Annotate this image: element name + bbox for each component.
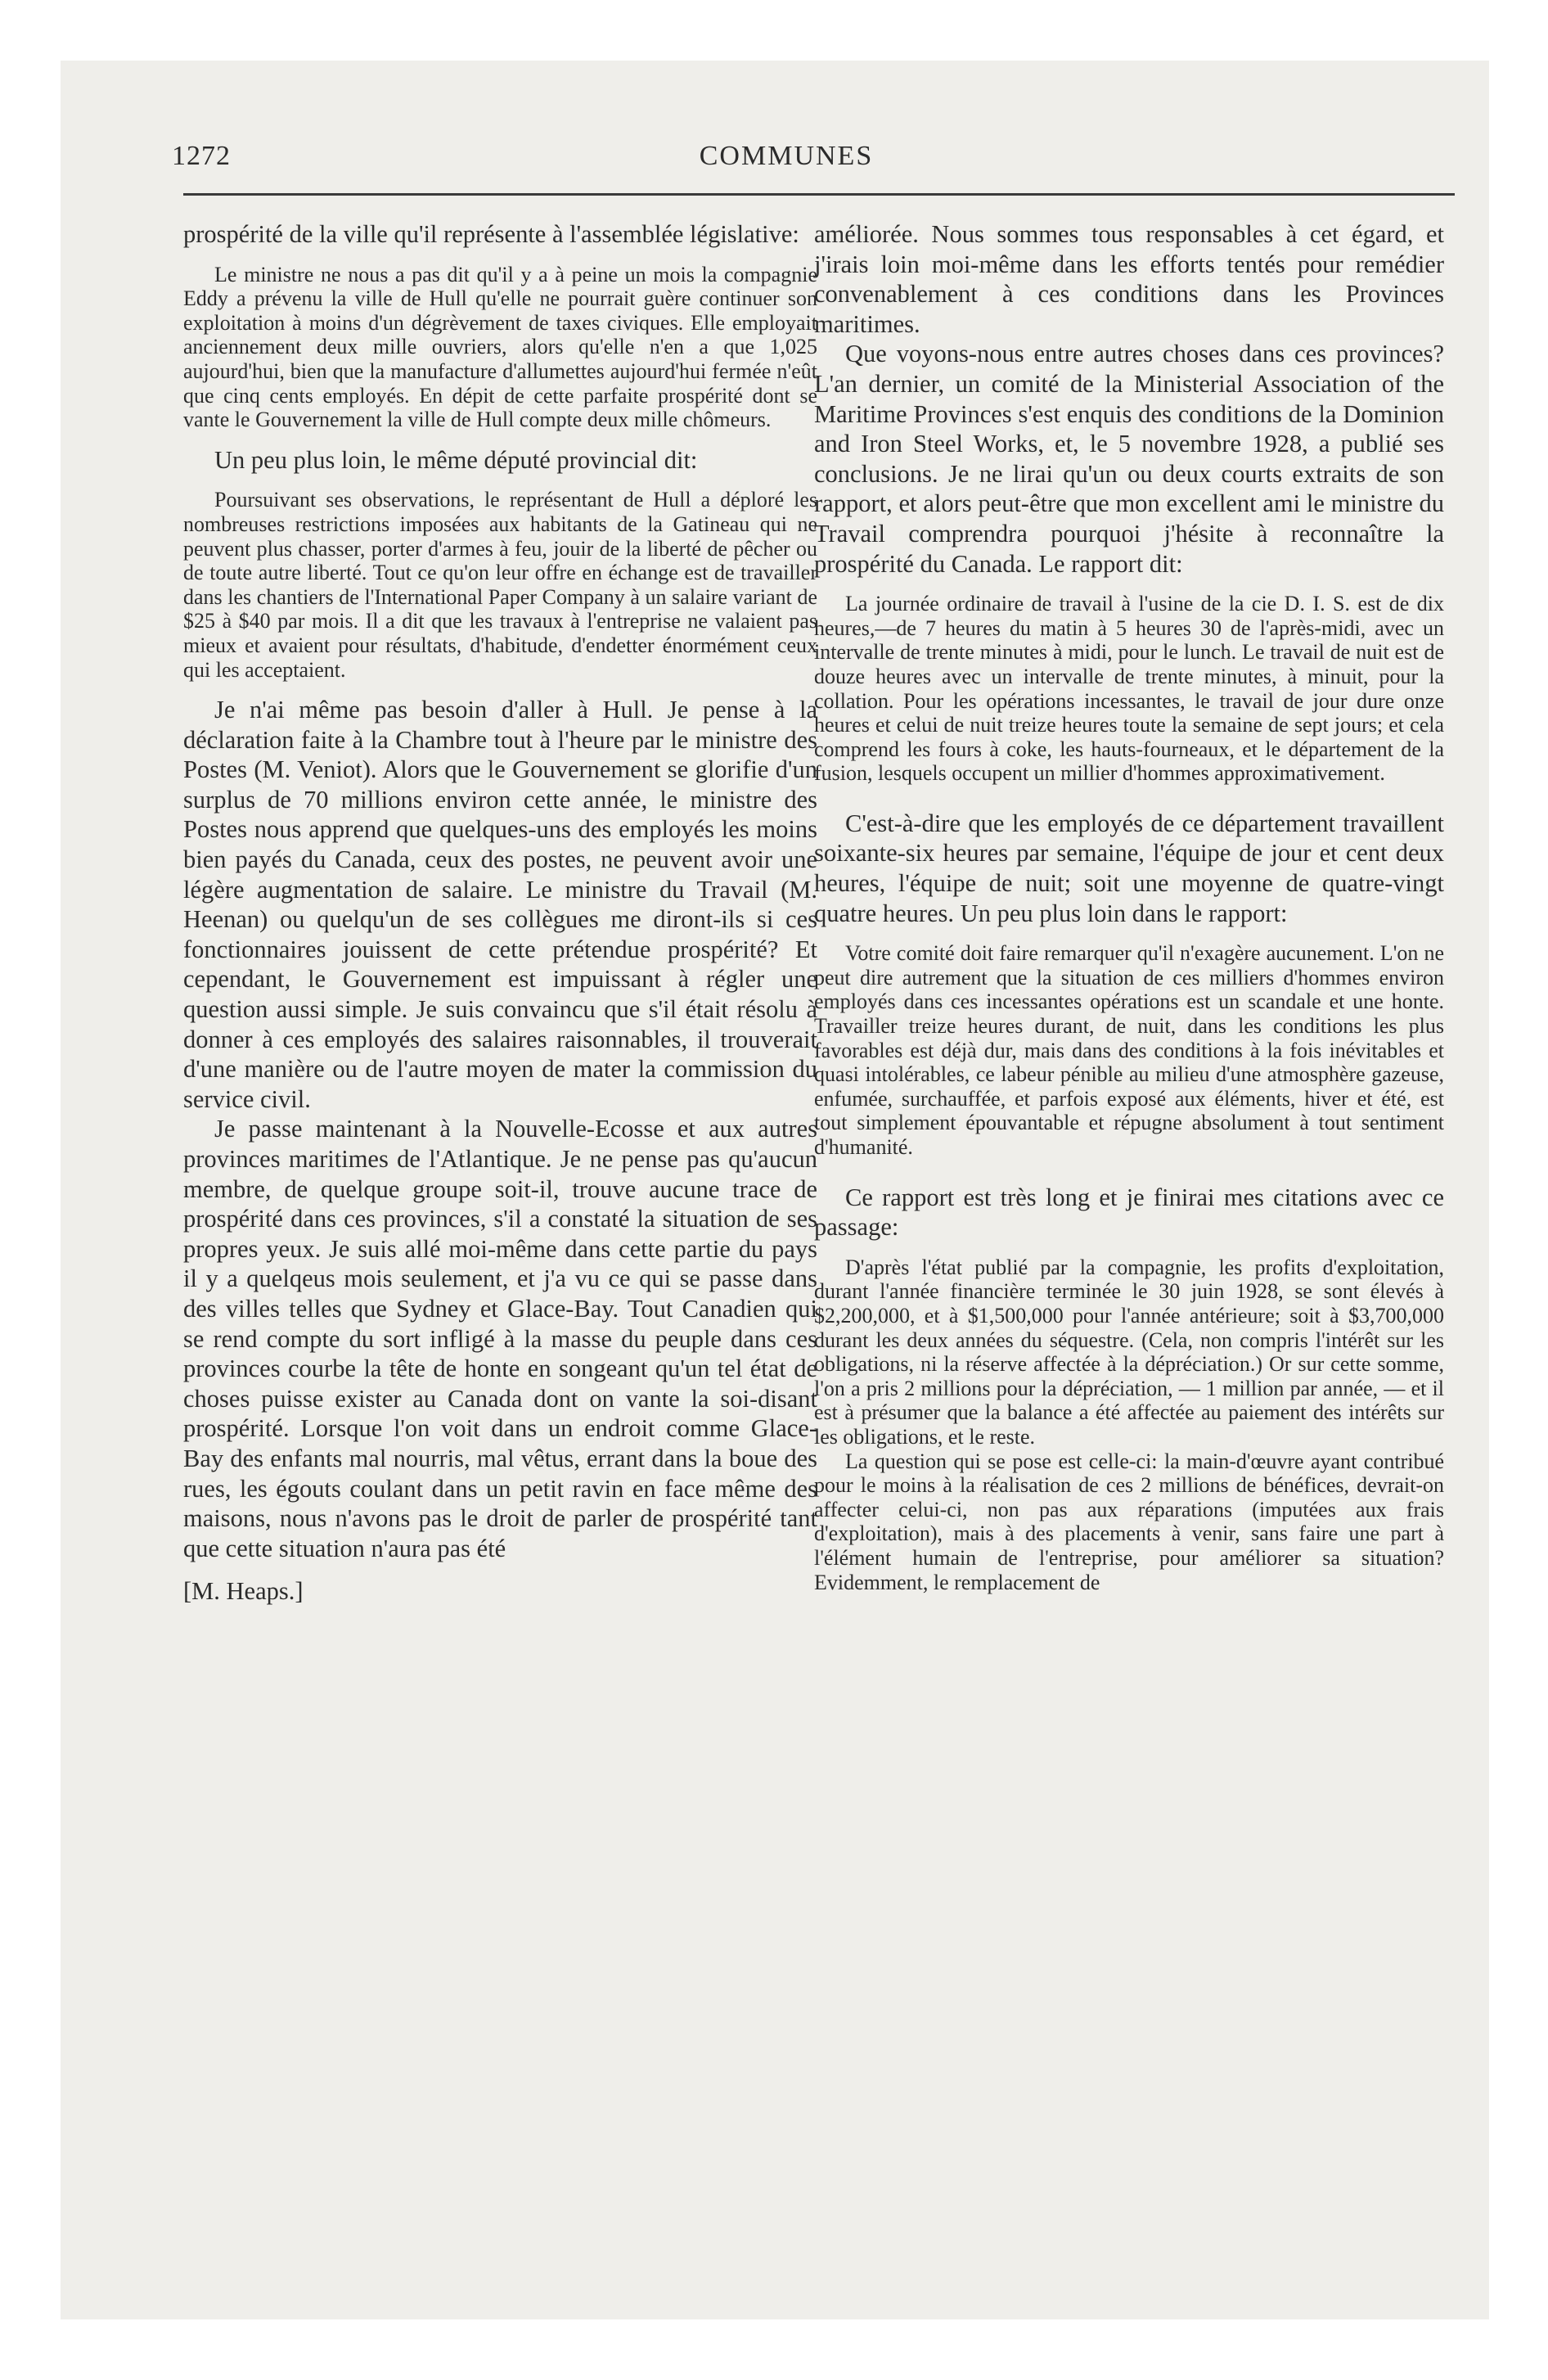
paragraph: Que voyons-nous entre autres choses dans ces provinces? L'an dernier, un comité de la Ministerial Association of the Maritime Provinces s'est enquis des conditions de la Dominion and Iron Steel Works, et, le 5 novembre 1928, a publié ses conclusions. Je ne lirai qu'un ou deux courts extraits de son rapport, et alors peut-être que mon excellent ami le ministre du Travail comprendra pourquoi j'hésite à reconnaître la prospérité du Canada. Le rapport dit: [814,340,1444,578]
paragraph: Je passe maintenant à la Nouvelle-Ecosse et aux autres provinces maritimes de l'Atlantique. Je ne pense pas qu'aucun membre, de quelque groupe soit-il, trouve aucune trace de prospérité dans ces provinces, s'il a constaté la situation de ses propres yeux. Je suis allé moi-même dans cette partie du pays il y a quelqeus mois seulement, et j'a vu ce qui se passe dans des villes telles que Sydney et Glace-Bay. Tout Canadien qui se rend compte du sort infligé à la masse du peuple dans ces provinces courbe la tête de honte en songeant qu'un tel état de choses puisse exister au Canada dont on vante la soi-disant prospérité. Lorsque l'on voit dans un endroit comme Glace-Bay des enfants mal nourris, mal vêtus, errant dans la boue des rues, les égouts coulant dans un petit ravin en face même des maisons, nous n'avons pas le droit de parler de prospérité tant que cette situation n'aura pas été [183,1115,817,1562]
paragraph: améliorée. Nous sommes tous responsables à cet égard, et j'irais loin moi-même dans les efforts tentés pour remédier convenablement à ces conditions dans les Provinces maritimes. [814,220,1444,338]
page-header [118,137,1455,182]
paragraph: Ce rapport est très long et je finirai mes citations avec ce passage: [814,1183,1444,1242]
paragraph: prospérité de la ville qu'il représente à l'assemblée législative: [183,220,799,248]
block-quote: D'après l'état publié par la compagnie, les profits d'exploitation, durant l'année financière terminée le 30 juin 1928, se sont élevés à $2,200,000, et à $1,500,000 pour l'année antérieure; soit à $3,700,000 durant les deux années du séquestre. (Cela, non compris l'intérêt sur les obligations, ni la réserve affectée à la dépréciation.) Or sur cette somme, l'on a pris 2 millions pour la dépréciation, — 1 million par année, — et il est à présumer que la balance a été affectée au paiement des intérêts sur les obligations, et le reste. [814,1255,1444,1449]
block-quote: La journée ordinaire de travail à l'usine de la cie D. I. S. est de dix heures,—de 7 heures du matin à 5 heures 30 de l'après-midi, avec un intervalle de trente minutes à midi, pour le lunch. Le travail de nuit est de douze heures avec un intervalle de trente minutes, à minuit, pour la collation. Pour les opérations incessantes, le travail de jour dure onze heures et celui de nuit treize heures toute la semaine de sept jours; et cela comprend les fours à coke, les hauts-fourneaux, et le département de la fusion, lesquels occupent un millier d'hommes approximativement. [814,592,1444,786]
page-number: 1272 [172,141,231,171]
block-quote: Le ministre ne nous a pas dit qu'il y a à peine un mois la compagnie Eddy a prévenu la ville de Hull qu'elle ne pourrait guère continuer son exploitation à moins d'un dégrèvement de taxes civiques. Elle employait anciennement deux mille ouvriers, alors qu'elle n'en a que 1,025 aujourd'hui, bien que la manufacture d'allumettes aujourd'hui fermée n'eût que cinq cents employés. En dépit de cette parfaite prospérité dont se vante le Gouvernement la ville de Hull compte deux mille chômeurs. [183,262,817,432]
header-rule [183,193,1455,196]
block-quote: Votre comité doit faire remarquer qu'il n'exagère aucunement. L'on ne peut dire autrement que la situation de ces milliers d'hommes environ employés dans ces incessantes opérations est un scandale et une honte. Travailler treize heures durant, de nuit, dans les conditions les plus favorables est déjà dur, mais dans des conditions à la fois inévitables et quasi intolérables, ce labeur pénible au milieu d'une atmosphère gazeuse, enfumée, surchauffée, et parfois exposé aux éléments, hiver et été, est tout simplement épouvantable et répugne absolument à tout sentiment d'humanité. [814,941,1444,1159]
right-column [814,219,1444,1594]
block-quote: La question qui se pose est celle-ci: la main-d'œuvre ayant contribué pour le moins à la réalisation de ces 2 millions de bénéfices, devrait-on affecter celui-ci, non pas aux réparations (imputées aux frais d'exploitation), mais à des placements à venir, sans faire une part à l'élément humain de l'entreprise, pour améliorer sa situation? Evidemment, le remplacement de [814,1449,1444,1594]
running-title: COMMUNES [699,141,874,171]
paragraph: Un peu plus loin, le même député provincial dit: [214,445,698,474]
paragraph: C'est-à-dire que les employés de ce département travaillent soixante-six heures par semaine, l'équipe de jour et cent deux heures, l'équipe de nuit; soit une moyenne de quatre-vingt quatre heures. Un peu plus loin dans le rapport: [814,809,1444,927]
speaker-signature: [M. Heaps.] [183,1577,304,1606]
block-quote: Poursuivant ses observations, le représentant de Hull a déploré les nombreuses restrictions imposées aux habitants de la Gatineau qui ne peuvent plus chasser, porter d'armes à feu, jouir de la liberté de pêcher ou de toute autre liberté. Tout ce qu'on leur offre en échange est de travailler dans les chantiers de l'International Paper Company à un salaire variant de $25 à $40 par mois. Il a dit que les travaux à l'entreprise ne valaient pas mieux et avaient pour résultats, d'habitude, d'endetter énormément ceux qui les acceptaient. [183,488,817,682]
left-column [183,219,817,1607]
paragraph: Je n'ai même pas besoin d'aller à Hull. Je pense à la déclaration faite à la Chambre tout à l'heure par le ministre des Postes (M. Veniot). Alors que le Gouvernement se glorifie d'un surplus de 70 millions environ cette année, le ministre des Postes nous apprend que quelques-uns des employés les moins bien payés du Canada, ceux des postes, ne peuvent avoir une légère augmentation de salaire. Le ministre du Travail (M. Heenan) ou quelqu'un de ses collègues me diront-ils si ces fonctionnaires jouissent de cette prétendue prospérité? Et cependant, le Gouvernement est impuissant à régler une question aussi simple. Je suis convaincu que s'il était résolu à donner à ces employés des salaires raisonnables, il trouverait d'une manière ou de l'autre moyen de mater la commission du service civil. [183,696,817,1113]
